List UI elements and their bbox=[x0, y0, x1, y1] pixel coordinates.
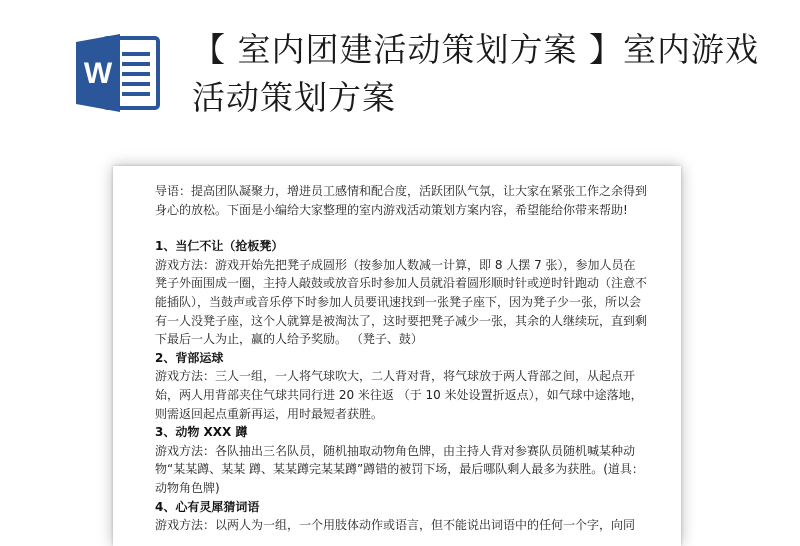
section-body: 游戏方法：游戏开始先把凳子成圆形（按参加人数减一计算，即 8 人摆 7 张），参加人员在凳子外面围成一圈，主持人敲鼓或放音乐时参加人员就沿着圆形顺时针或逆时针跑动（注意不能插队），当鼓声或音乐停下时参加人员要讯速找到一张凳子座下，因为凳子少一张，所以会有一人没凳子座，这个人就算是被淘汰了，这时要把凳子减少一张，其余的人继续玩，直到剩下最后一人为止，赢的人给予奖励。 （凳子、鼓） bbox=[155, 257, 648, 347]
document-content bbox=[155, 182, 647, 535]
section-heading: 2、背部运球 bbox=[155, 350, 224, 365]
word-icon bbox=[72, 30, 164, 116]
intro-paragraph: 导语：提高团队凝聚力，增进员工感情和配合度，活跃团队气氛，让大家在紧张工作之余得到身心的放松。下面是小编给大家整理的室内游戏活动策划方案内容，希望能给你带来帮助! bbox=[155, 184, 648, 217]
document-page bbox=[113, 166, 681, 546]
page-title: 【 室内团建活动策划方案 】室内游戏活动策划方案 bbox=[192, 30, 759, 117]
section-body: 游戏方法：各队抽出三名队员，随机抽取动物角色牌，由主持人背对参赛队员随机喊某种动物“某某蹲、某某 蹲、某某蹲完某某蹲”蹲错的被罚下场，最后哪队剩人最多为获胜。(道具：动物角色牌) bbox=[155, 443, 644, 495]
section-heading: 4、心有灵犀猜词语 bbox=[155, 499, 260, 514]
section-body: 游戏方法：三人一组，一人将气球吹大，二人背对背，将气球放于两人背部之间，从起点开始，两人用背部夹住气球共同行进 20 米往返 （于 10 米处设置折返点），如气球中途落地，则需返回起点重新再运，用时最短者获胜。 bbox=[155, 369, 643, 421]
section-body: 游戏方法：以两人为一组，一个用肢体动作或语言，但不能说出词语中的任何一个字，向同 bbox=[155, 518, 636, 533]
section-heading: 1、当仁不让（抢板凳） bbox=[155, 239, 284, 254]
section-heading: 3、动物 XXX 蹲 bbox=[155, 425, 248, 440]
page-header bbox=[0, 0, 800, 160]
svg-text:W: W bbox=[83, 57, 113, 90]
